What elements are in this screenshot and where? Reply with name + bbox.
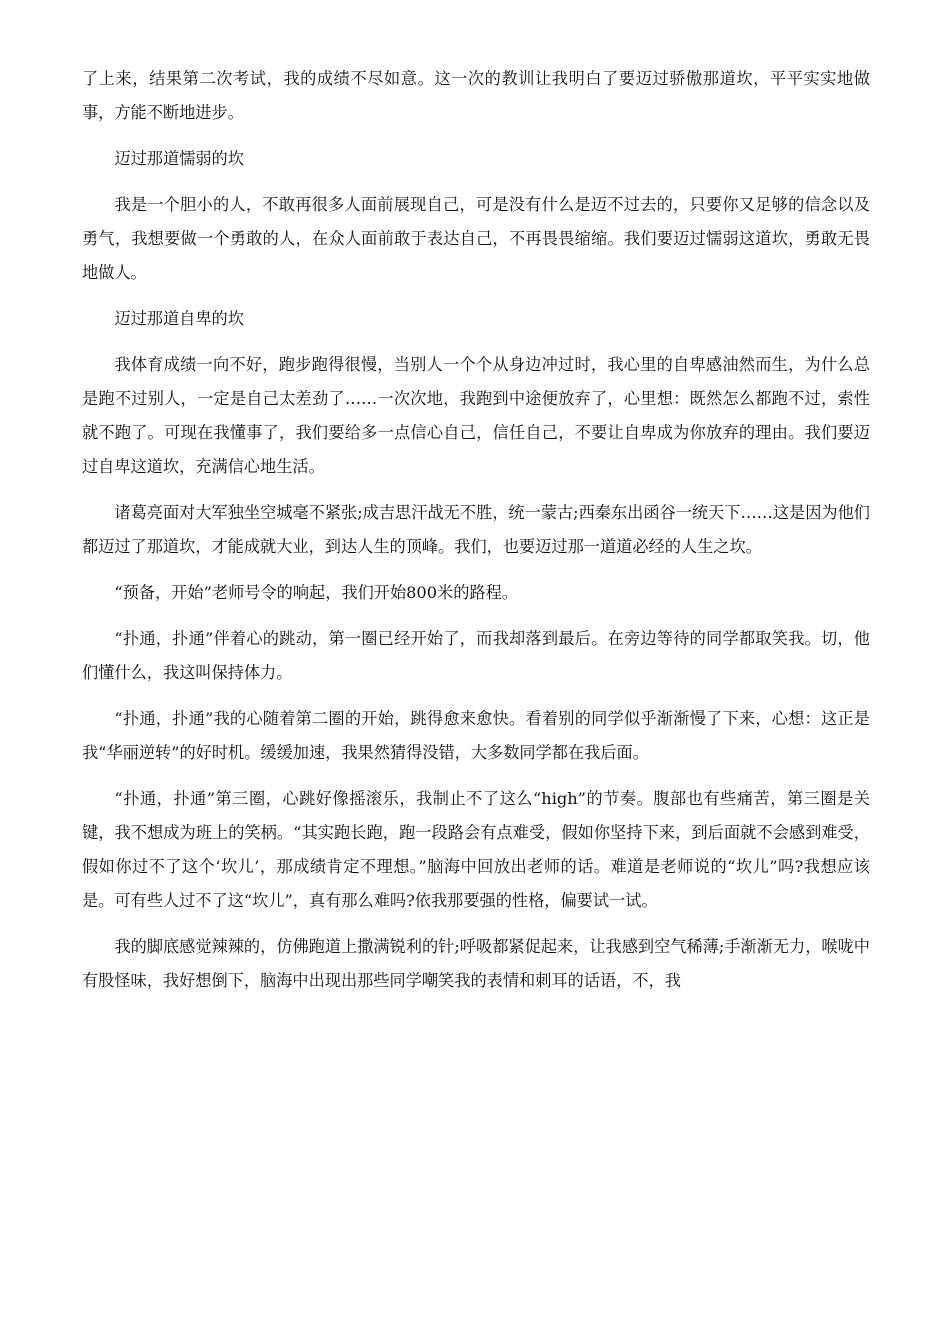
paragraph-race-start: “预备，开始”老师号令的响起，我们开始800米的路程。 [114,583,518,602]
paragraph-cowardice: 我是一个胆小的人，不敢再很多人面前展现自己，可是没有什么是迈不过去的，只要你又足够的信念以及勇气，我想要做一个勇敢的人，在众人面前敢于表达自己，不再畏畏缩缩。我们要迈过懦弱这道坎，勇敢无畏地做人。 [82,195,870,282]
document-body [82,62,870,1010]
paragraph-second-lap: “扑通，扑通”我的心随着第二圈的开始，跳得愈来愈快。看着别的同学似乎渐渐慢了下来，心想：这正是我“华丽逆转”的好时机。缓缓加速，我果然猜得没错，大多数同学都在我后面。 [82,709,870,762]
paragraph-historical-examples: 诸葛亮面对大军独坐空城毫不紧张;成吉思汗战无不胜，统一蒙古;西秦东出函谷一统天下……这是因为他们都迈过了那道坎，才能成就大业，到达人生的顶峰。我们，也要迈过那一道道必经的人生之坎。 [82,503,870,556]
paragraph-inferiority: 我体育成绩一向不好，跑步跑得很慢，当别人一个个从身边冲过时，我心里的自卑感油然而生，为什么总是跑不过别人，一定是自己太差劲了……一次次地，我跑到中途便放弃了，心里想：既然怎么都跑不过，索性就不跑了。可现在我懂事了，我们要给多一点信心自己，信任自己，不要让自卑成为你放弃的理由。我们要迈过自卑这道坎，充满信心地生活。 [82,355,870,476]
paragraph-first-lap: “扑通，扑通”伴着心的跳动，第一圈已经开始了，而我却落到最后。在旁边等待的同学都取笑我。切，他们懂什么，我这叫保持体力。 [82,629,870,682]
paragraph-continuation: 了上来，结果第二次考试，我的成绩不尽如意。这一次的教训让我明白了要迈过骄傲那道坎，平平实实地做事，方能不断地进步。 [82,69,870,122]
section-heading-cowardice: 迈过那道懦弱的坎 [114,149,244,168]
paragraph-exhaustion: 我的脚底感觉辣辣的，仿佛跑道上撒满锐利的针;呼吸都紧促起来，让我感到空气稀薄;手渐渐无力，喉咙中有股怪味，我好想倒下，脑海中出现出那些同学嘲笑我的表情和刺耳的话语，不，我 [82,937,870,990]
paragraph-third-lap: “扑通，扑通”第三圈，心跳好像摇滚乐，我制止不了这么“high”的节奏。腹部也有些痛苦，第三圈是关键，我不想成为班上的笑柄。“其实跑长跑，跑一段路会有点难受，假如你坚持下来，到后面就不会感到难受，假如你过不了这个‘坎儿’，那成绩肯定不理想。”脑海中回放出老师的话。难道是老师说的“坎儿”吗?我想应该是。可有些人过不了这“坎儿”，真有那么难吗?依我那要强的性格，偏要试一试。 [82,789,870,910]
section-heading-inferiority: 迈过那道自卑的坎 [114,309,244,328]
